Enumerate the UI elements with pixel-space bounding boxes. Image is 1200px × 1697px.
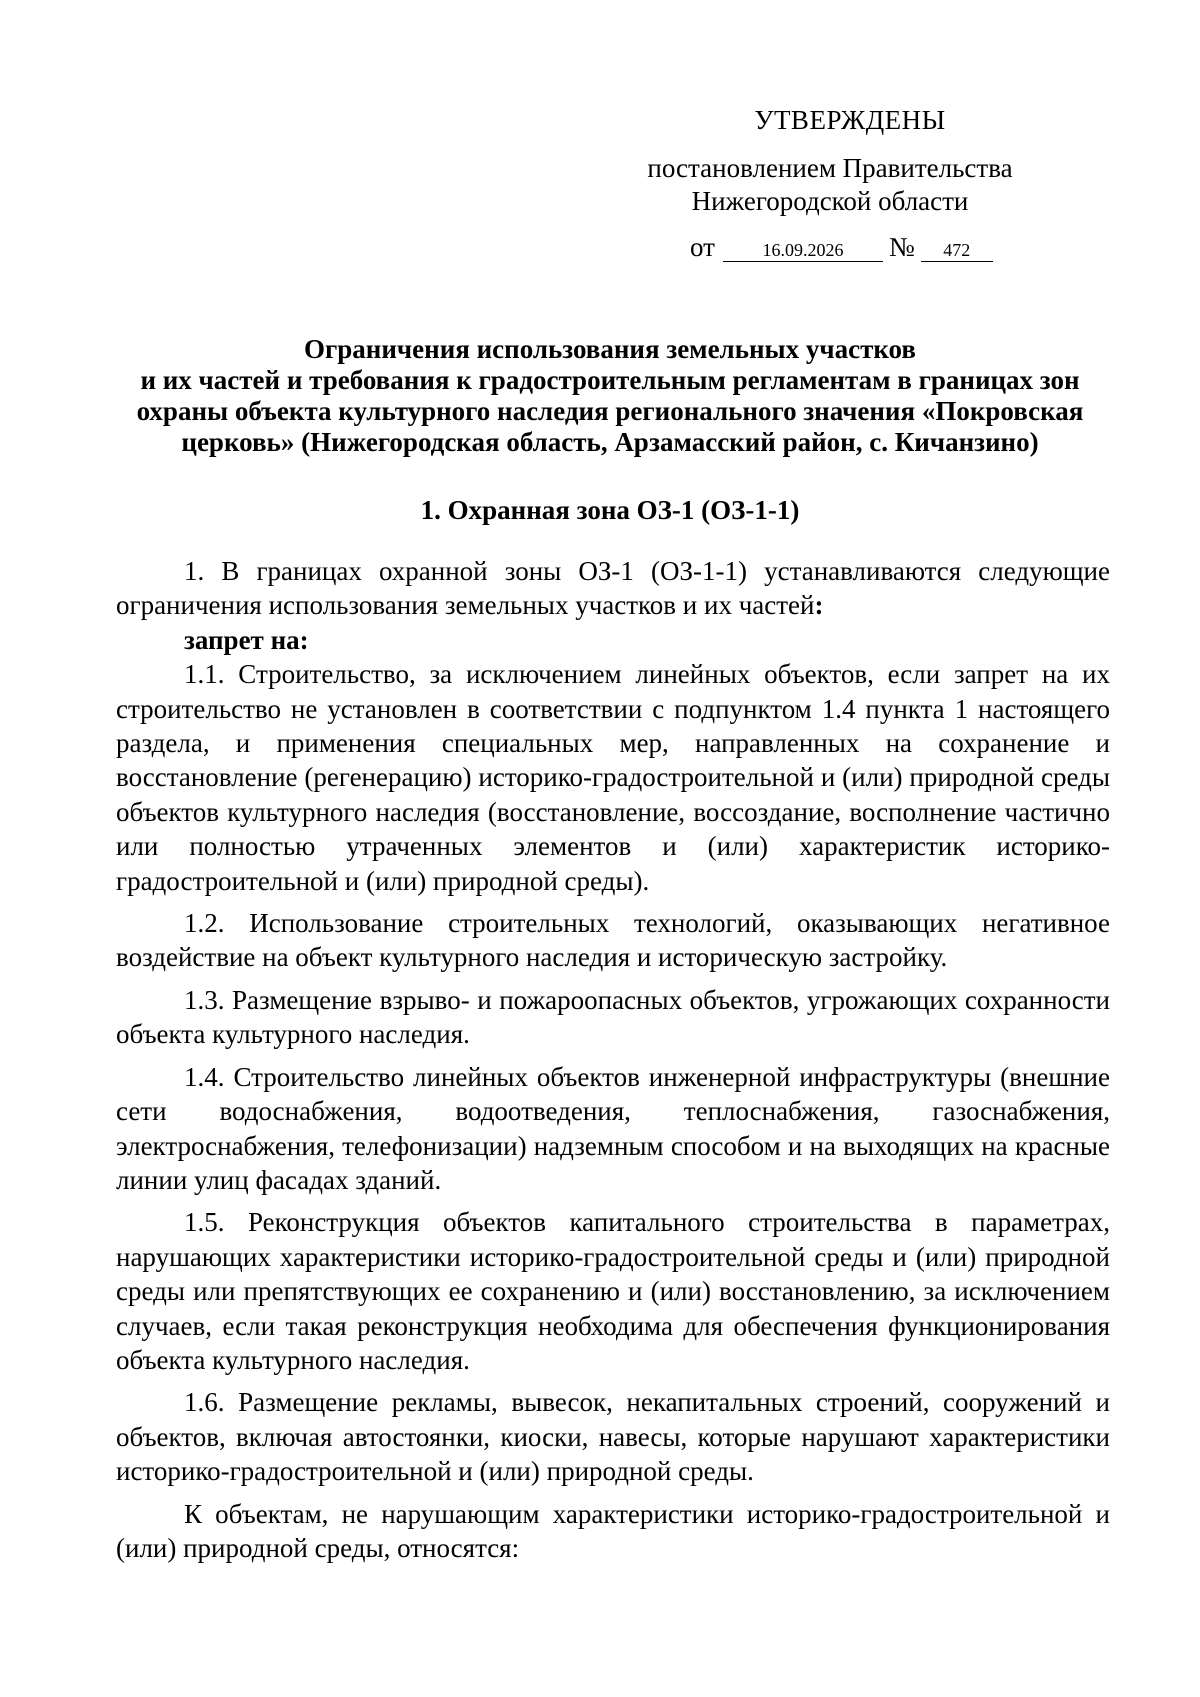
approval-stamp-heading xyxy=(600,104,1100,137)
document-title xyxy=(110,334,1110,458)
item-1-2: 1.2. Использование строительных технологий, оказывающих негативное воздействие на объект культурного наследия и историческую застройку. xyxy=(116,908,1110,973)
title-line-4: церковь» (Нижегородская область, Арзамасский район, с. Кичанзино) xyxy=(181,427,1039,457)
approval-region-line: Нижегородской области xyxy=(691,186,969,216)
item-1-1: 1.1. Строительство, за исключением линейных объектов, если запрет на их строительство не установлен в соответствии с подпунктом 1.4 пункта 1 настоящего раздела, и применения специальных мер, направленных на сохранение и восстановление (регенерацию) историко-градостроительной и (или) природной среды объектов культурного наследия (восстановление, воссоздание, восполнение частично или полностью утраченных элементов и (или) характеристик историко- градостроительной и (или) природной среды). xyxy=(116,659,1110,896)
title-line-3: охраны объекта культурного наследия регионального значения «Покровская xyxy=(136,396,1084,426)
closing-paragraph: К объектам, не нарушающим характеристики историко-градостроительной и (или) природной среды, относятся: xyxy=(116,1498,1110,1563)
intro-paragraph xyxy=(116,554,1110,623)
item-1-5: 1.5. Реконструкция объектов капитального строительства в параметрах, нарушающих характеристики историко-градостроительной среды и (или) природной среды или препятствующих ее сохранению и (или) восстановлению, за исключением случаев, если такая реконструкция необходима для обеспечения функционирования объекта культурного наследия. xyxy=(116,1207,1110,1375)
approval-number-value: 472 xyxy=(921,239,993,262)
title-line-2: и их частей и требования к градостроительным регламентам в границах зон xyxy=(140,365,1080,395)
ban-label: запрет на: xyxy=(184,624,309,655)
number-sign-label: № xyxy=(888,232,915,262)
intro-text: 1. В границах охранной зоны ОЗ-1 (ОЗ-1-1) устанавливаются следующие ограничения использования земельных участков и их частей xyxy=(116,556,1110,621)
approval-date-value: 16.09.2026 xyxy=(723,239,883,262)
intro-colon: : xyxy=(814,590,824,621)
section-heading: 1. Охранная зона ОЗ-1 (ОЗ-1-1) xyxy=(420,495,800,525)
approval-resolution-line: постановлением Правительства xyxy=(647,153,1013,183)
title-line-1: Ограничения использования земельных участков xyxy=(304,334,916,364)
approval-date-line xyxy=(690,231,993,264)
document-body xyxy=(116,554,1110,1565)
item-1-6: 1.6. Размещение рекламы, вывесок, некапитальных строений, сооружений и объектов, включая автостоянки, киоски, навесы, которые нарушают характеристики историко-градостроительной и (или) природной среды. xyxy=(116,1387,1110,1487)
item-1-4: 1.4. Строительство линейных объектов инженерной инфраструктуры (внешние сети водоснабжения, водоотведения, теплоснабжения, газоснабжения, электроснабжения, телефонизации) надземным способом и на выходящих на красные линии улиц фасадах зданий. xyxy=(116,1061,1110,1195)
approval-block xyxy=(580,152,1080,218)
approved-label: УТВЕРЖДЕНЫ xyxy=(754,105,946,135)
item-1-3: 1.3. Размещение взрыво- и пожароопасных объектов, угрожающих сохранности объекта культурного наследия. xyxy=(116,984,1110,1050)
date-from-label: от xyxy=(690,232,715,262)
